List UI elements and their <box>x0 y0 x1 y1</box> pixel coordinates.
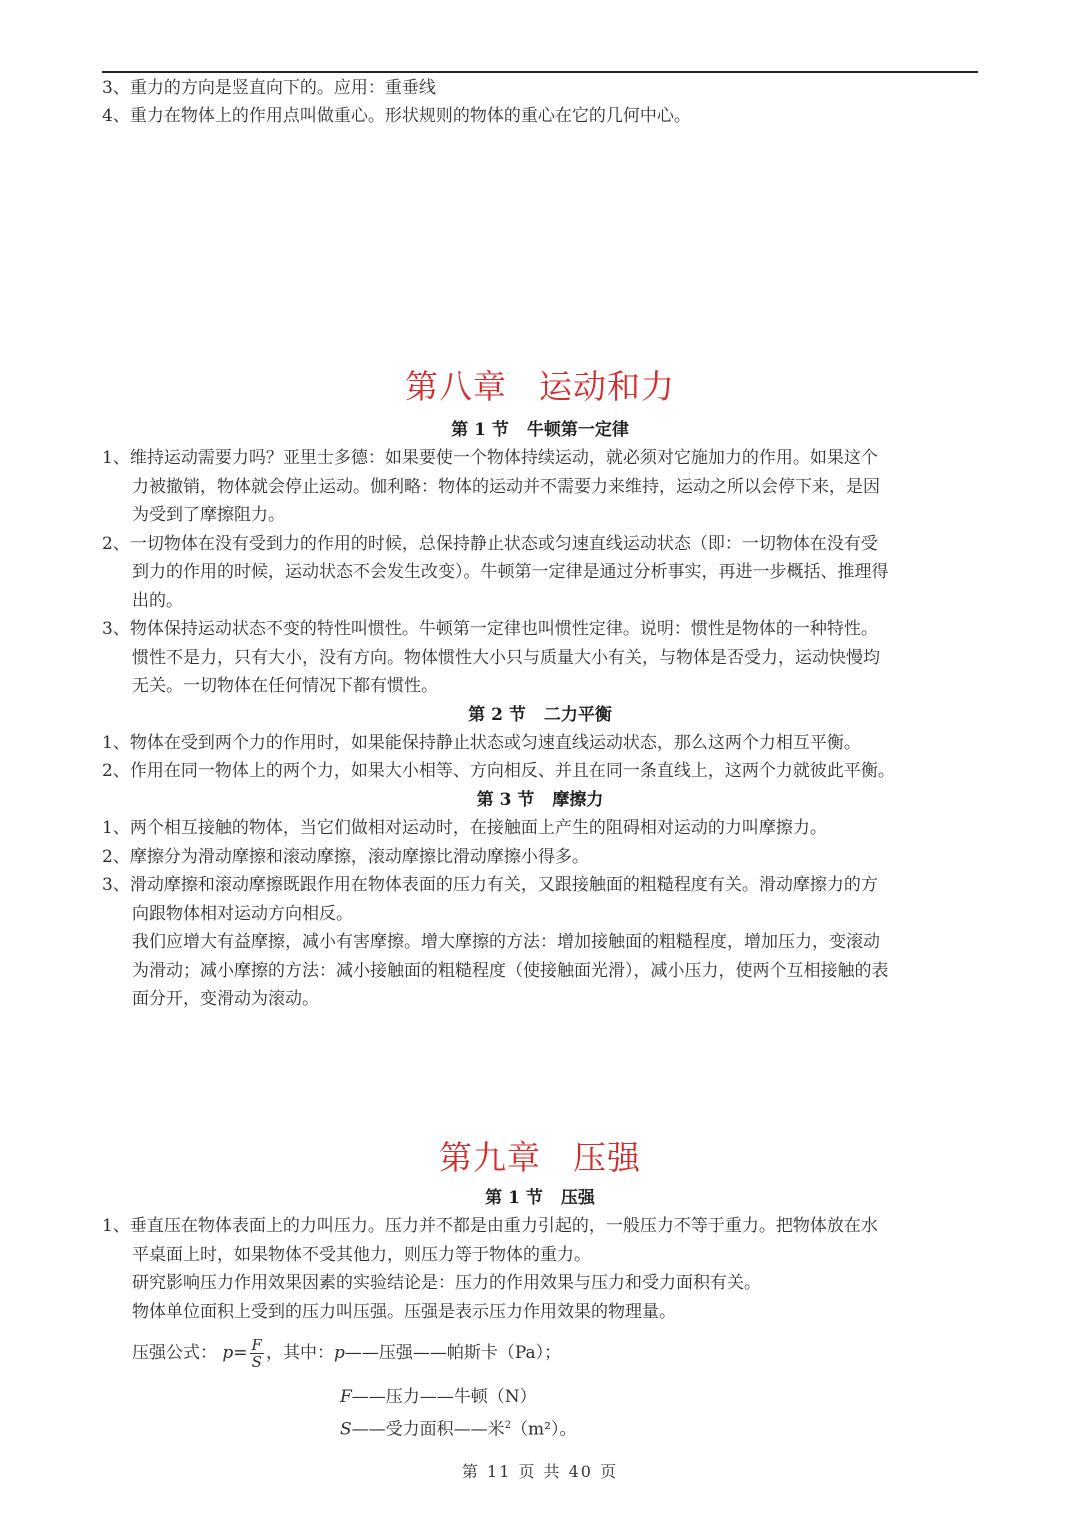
section-number: 第 1 节 <box>451 420 509 440</box>
paragraph-line: 2、作用在同一物体上的两个力，如果大小相等、方向相反、并且在同一条直线上，这两个力就彼此平衡。 <box>102 761 895 781</box>
paragraph-line: 向跟物体相对运动方向相反。 <box>132 904 353 924</box>
section-number: 第 3 节 <box>476 790 535 810</box>
pressure-formula <box>132 1337 561 1370</box>
paragraph-line: 为滑动；减小摩擦的方法：减小接触面的粗糙程度（使接触面光滑），减小压力，使两个互相接触的表 <box>132 961 889 981</box>
chapter-8-title: 运动和力 <box>539 367 675 406</box>
chapter-9-title: 压强 <box>573 1138 641 1177</box>
formula-label: 压强公式： <box>132 1343 217 1363</box>
section-title: 牛顿第一定律 <box>526 420 629 440</box>
paragraph-line: 面分开，变滑动为滚动。 <box>132 989 319 1009</box>
section-heading <box>0 705 1080 725</box>
formula-where: ，其中： <box>265 1343 334 1363</box>
formula-denominator: S <box>251 1353 262 1371</box>
chapter-8-heading <box>0 367 1080 407</box>
formula-s-exponent: 2 <box>504 1420 512 1431</box>
formula-s-line <box>340 1416 576 1440</box>
formula-s-desc: ——受力面积——米 <box>351 1419 505 1440</box>
chapter-8-number: 第八章 <box>405 367 507 406</box>
section-title: 压强 <box>560 1188 595 1208</box>
formula-s-unit: （m²）。 <box>511 1419 577 1440</box>
formula-fraction <box>250 1337 264 1370</box>
page-footer: 第 11 页 共 40 页 <box>461 1462 619 1481</box>
paragraph-line: 到力的作用的时候，运动状态不会发生改变）。牛顿第一定律是通过分析事实，再进一步概括、推理得 <box>132 562 889 582</box>
section-number: 第 1 节 <box>485 1188 543 1208</box>
formula-s-symbol: S <box>340 1419 352 1440</box>
section-heading <box>0 1188 1080 1208</box>
paragraph-line: 我们应增大有益摩擦，减小有害摩擦。增大摩擦的方法：增加接触面的粗糙程度，增加压力，变滚动 <box>132 932 880 952</box>
paragraph-line: 3、滑动摩擦和滚动摩擦既跟作用在物体表面的压力有关，又跟接触面的粗糙程度有关。滑动摩擦力的方 <box>102 875 878 895</box>
formula-p-symbol: p <box>333 1343 345 1363</box>
paragraph-line: 1、物体在受到两个力的作用时，如果能保持静止状态或匀速直线运动状态，那么这两个力相互平衡。 <box>102 733 861 753</box>
paragraph-line: 力被撤销，物体就会停止运动。伽利略：物体的运动并不需要力来维持，运动之所以会停下来，是因 <box>132 477 880 497</box>
formula-f-symbol: F <box>340 1387 352 1407</box>
formula-numerator: F <box>251 1336 262 1354</box>
paragraph-line: 1、两个相互接触的物体，当它们做相对运动时，在接触面上产生的阻碍相对运动的力叫摩擦力。 <box>102 818 827 838</box>
paragraph-line: 研究影响压力作用效果因素的实验结论是：压力的作用效果与压力和受力面积有关。 <box>132 1273 761 1293</box>
chapter-9-heading <box>0 1138 1080 1178</box>
formula-f-desc: ——压力——牛顿（N） <box>351 1387 537 1407</box>
paragraph-line: 1、垂直压在物体表面上的力叫压力。压力并不都是由重力引起的，一般压力不等于重力。把物体放在水 <box>102 1216 878 1236</box>
formula-lhs: p= <box>222 1343 248 1363</box>
paragraph-line: 2、摩擦分为滑动摩擦和滚动摩擦，滚动摩擦比滑动摩擦小得多。 <box>102 847 589 867</box>
paragraph-line: 3、物体保持运动状态不变的特性叫惯性。牛顿第一定律也叫惯性定律。说明：惯性是物体的一种特性。 <box>102 619 878 639</box>
top-rule <box>102 71 978 73</box>
paragraph-line: 2、一切物体在没有受到力的作用的时候，总保持静止状态或匀速直线运动状态（即：一切物体在没有受 <box>102 534 878 554</box>
section-heading <box>0 790 1080 810</box>
paragraph-line: 惯性不是力，只有大小，没有方向。物体惯性大小只与质量大小有关，与物体是否受力，运动快慢均 <box>132 648 880 668</box>
section-heading <box>0 420 1080 440</box>
paragraph-line: 平桌面上时，如果物体不受其他力，则压力等于物体的重力。 <box>132 1245 591 1265</box>
paragraph-line: 无关。一切物体在任何情况下都有惯性。 <box>132 676 438 696</box>
paragraph-line: 出的。 <box>132 591 183 611</box>
paragraph-line: 为受到了摩擦阻力。 <box>132 505 285 525</box>
formula-p-desc: ——压强——帕斯卡（Pa）； <box>344 1343 562 1363</box>
paragraph-line: 1、维持运动需要力吗？亚里士多德：如果要使一个物体持续运动，就必须对它施加力的作用。如果这个 <box>102 448 878 468</box>
section-number: 第 2 节 <box>468 705 526 725</box>
section-title: 二力平衡 <box>543 705 612 725</box>
list-item: 3、重力的方向是竖直向下的。应用：重垂线 <box>102 78 436 98</box>
formula-f-line <box>340 1387 537 1407</box>
list-item: 4、重力在物体上的作用点叫做重心。形状规则的物体的重心在它的几何中心。 <box>102 106 691 126</box>
section-title: 摩擦力 <box>552 790 604 810</box>
paragraph-line: 物体单位面积上受到的压力叫压强。压强是表示压力作用效果的物理量。 <box>132 1302 676 1322</box>
chapter-9-number: 第九章 <box>439 1138 541 1177</box>
